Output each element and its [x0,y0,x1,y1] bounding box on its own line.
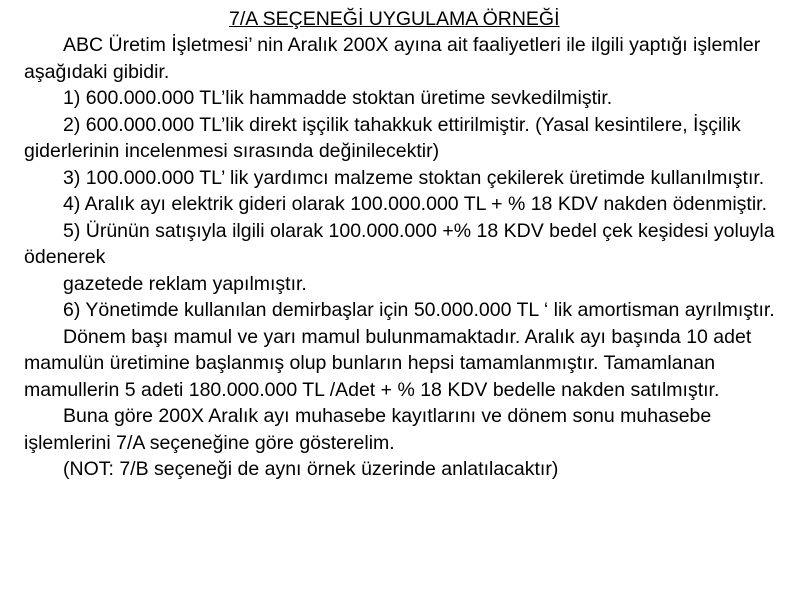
item-4-electricity-expense: 4) Aralık ayı elektrik gideri olarak 100.000.000 TL + % 18 KDV nakden ödenmiştir. [63,193,768,215]
item-1-raw-material: 1) 600.000.000 TL’lik hammadde stoktan üretime sevkedilmiştir. [63,87,613,109]
item-6-depreciation: 6) Yönetimde kullanılan demirbaşlar için 50.000.000 TL ‘ lik amortisman ayrılmıştır. [63,299,775,321]
item-5-continuation: gazetede reklam yapılmıştır. [63,272,307,295]
production-sales-paragraph: Dönem başı mamul ve yarı mamul bulunmamaktadır. Aralık ayı başında 10 adet mamulün üretimine başlanmış olup bunların hepsi tamamlanmıştır. Tamamlanan mamullerin 5 adeti 180.000.000 TL /Adet + % 18 KDV bedelle nakden satılmıştır. [24,325,752,401]
item-3-indirect-material: 3) 100.000.000 TL’ lik yardımcı malzeme stoktan çekilerek üretimde kullanılmıştır. [63,166,765,189]
intro-paragraph: ABC Üretim İşletmesi’ nin Aralık 200X ayına ait faaliyetleri ile ilgili yaptığı işlemler aşağıdaki gibidir. [24,34,761,83]
item-5-advertising-expense: 5) Ürünün satışıyla ilgili olarak 100.000.000 +% 18 KDV bedel çek keşidesi yoluyla ödenerek [24,219,775,268]
document-page [24,6,784,483]
instruction-paragraph: Buna göre 200X Aralık ayı muhasebe kayıtlarını ve dönem sonu muhasebe işlemlerini 7/A seçeneğine göre gösterelim. [24,405,712,454]
document-title: 7/A SEÇENEĞİ UYGULAMA ÖRNEĞİ [229,8,560,30]
item-2-direct-labor: 2) 600.000.000 TL’lik direkt işçilik tahakkuk ettirilmiştir. (Yasal kesintilere, İşçilik giderlerinin incelenmesi sırasında değinilecektir) [24,113,741,162]
note-paragraph: (NOT: 7/B seçeneği de aynı örnek üzerinde anlatılacaktır) [63,458,559,480]
